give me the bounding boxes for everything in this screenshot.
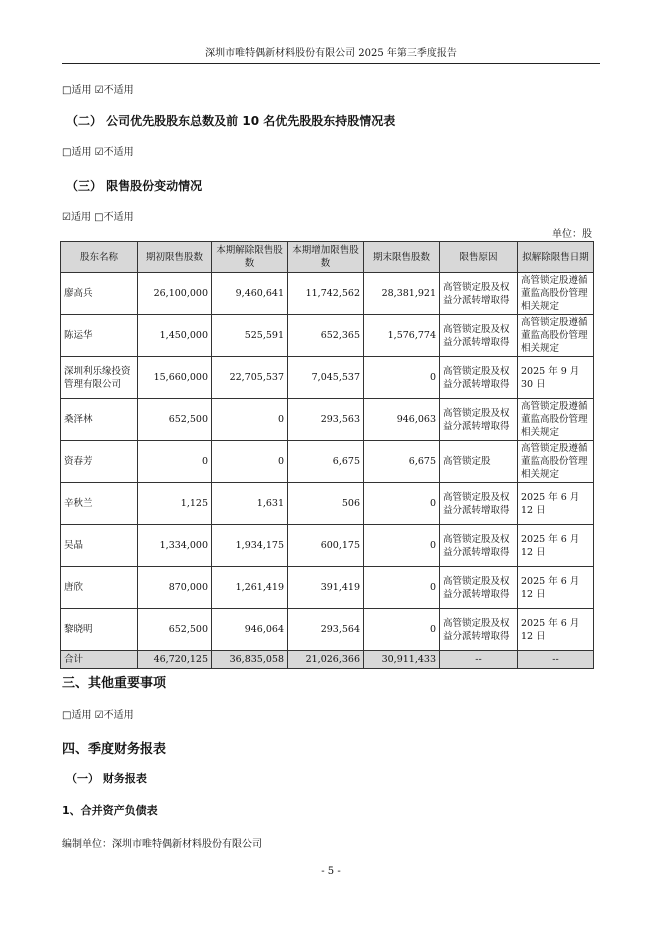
unit-label: 单位：股 xyxy=(552,229,592,240)
cell-released: 946,064 xyxy=(212,609,288,651)
col-header-shareholder: 股东名称 xyxy=(61,242,138,273)
col-header-reason: 限售原因 xyxy=(440,242,518,273)
cell-reason: 高管锁定股及权益分派转增取得 xyxy=(440,525,518,567)
cell-reason: 高管锁定股及权益分派转增取得 xyxy=(440,609,518,651)
cell-shareholder: 陈运华 xyxy=(61,315,138,357)
col-header-opening: 期初限售股数 xyxy=(138,242,212,273)
cell-reason: 高管锁定股及权益分派转增取得 xyxy=(440,399,518,441)
cell-added: 600,175 xyxy=(288,525,364,567)
cell-released: 22,705,537 xyxy=(212,357,288,399)
section-preferred-shareholders-title: （二） 公司优先股股东总数及前 10 名优先股股东持股情况表 xyxy=(66,114,396,128)
table-row xyxy=(61,525,594,567)
total-cell-opening: 46,720,125 xyxy=(138,651,212,669)
cell-closing: 0 xyxy=(364,609,440,651)
cell-reason: 高管锁定股及权益分派转增取得 xyxy=(440,357,518,399)
cell-shareholder: 资春芳 xyxy=(61,441,138,483)
cell-closing: 6,675 xyxy=(364,441,440,483)
cell-shareholder: 黎晓明 xyxy=(61,609,138,651)
cell-release-date: 高管锁定股遵循董监高股份管理相关规定 xyxy=(518,315,594,357)
restricted-shares-table xyxy=(60,241,594,669)
cell-shareholder: 廖高兵 xyxy=(61,273,138,315)
table-row xyxy=(61,609,594,651)
applicability-option-2: □适用 ☑不适用 xyxy=(62,147,134,158)
cell-opening: 15,660,000 xyxy=(138,357,212,399)
cell-opening: 652,500 xyxy=(138,399,212,441)
cell-shareholder: 深圳利乐缘投资管理有限公司 xyxy=(61,357,138,399)
cell-closing: 0 xyxy=(364,483,440,525)
table-total-row xyxy=(61,651,594,669)
total-cell-release-date: -- xyxy=(518,651,594,669)
table-row xyxy=(61,399,594,441)
cell-closing: 1,576,774 xyxy=(364,315,440,357)
cell-reason: 高管锁定股及权益分派转增取得 xyxy=(440,567,518,609)
cell-released: 1,261,419 xyxy=(212,567,288,609)
cell-reason: 高管锁定股 xyxy=(440,441,518,483)
table-row xyxy=(61,483,594,525)
cell-added: 7,045,537 xyxy=(288,357,364,399)
cell-released: 9,460,641 xyxy=(212,273,288,315)
table-row xyxy=(61,567,594,609)
cell-closing: 0 xyxy=(364,525,440,567)
col-header-added: 本期增加限售股数 xyxy=(288,242,364,273)
cell-opening: 870,000 xyxy=(138,567,212,609)
cell-added: 293,564 xyxy=(288,609,364,651)
cell-added: 11,742,562 xyxy=(288,273,364,315)
cell-reason: 高管锁定股及权益分派转增取得 xyxy=(440,483,518,525)
cell-release-date: 2025 年 6 月 12 日 xyxy=(518,525,594,567)
applicability-option-1: □适用 ☑不适用 xyxy=(62,85,134,96)
cell-shareholder: 辛秋兰 xyxy=(61,483,138,525)
col-header-closing: 期末限售股数 xyxy=(364,242,440,273)
cell-released: 525,591 xyxy=(212,315,288,357)
total-cell-added: 21,026,366 xyxy=(288,651,364,669)
cell-closing: 946,063 xyxy=(364,399,440,441)
cell-release-date: 2025 年 6 月 12 日 xyxy=(518,609,594,651)
cell-release-date: 2025 年 9 月 30 日 xyxy=(518,357,594,399)
cell-added: 6,675 xyxy=(288,441,364,483)
cell-release-date: 高管锁定股遵循董监高股份管理相关规定 xyxy=(518,273,594,315)
applicability-option-3: ☑适用 □不适用 xyxy=(62,212,134,223)
cell-released: 1,934,175 xyxy=(212,525,288,567)
section-financial-statements-title: 四、季度财务报表 xyxy=(62,742,167,757)
section-restricted-shares-title: （三） 限售股份变动情况 xyxy=(66,179,203,193)
balance-sheet-title: 1、合并资产负债表 xyxy=(62,804,158,817)
col-header-release-date: 拟解除限售日期 xyxy=(518,242,594,273)
cell-opening: 26,100,000 xyxy=(138,273,212,315)
section-other-matters-title: 三、其他重要事项 xyxy=(62,676,167,691)
cell-opening: 652,500 xyxy=(138,609,212,651)
table-row xyxy=(61,357,594,399)
col-header-released: 本期解除限售股数 xyxy=(212,242,288,273)
cell-reason: 高管锁定股及权益分派转增取得 xyxy=(440,315,518,357)
cell-released: 0 xyxy=(212,399,288,441)
cell-shareholder: 桑泽林 xyxy=(61,399,138,441)
cell-closing: 0 xyxy=(364,357,440,399)
total-cell-shareholder: 合计 xyxy=(61,651,138,669)
cell-added: 652,365 xyxy=(288,315,364,357)
cell-release-date: 2025 年 6 月 12 日 xyxy=(518,567,594,609)
subsection-financial-statements: （一） 财务报表 xyxy=(66,772,147,785)
cell-opening: 1,125 xyxy=(138,483,212,525)
total-cell-reason: -- xyxy=(440,651,518,669)
cell-released: 0 xyxy=(212,441,288,483)
cell-closing: 0 xyxy=(364,567,440,609)
cell-reason: 高管锁定股及权益分派转增取得 xyxy=(440,273,518,315)
applicability-option-4: □适用 ☑不适用 xyxy=(62,710,134,721)
table-row xyxy=(61,273,594,315)
cell-opening: 1,334,000 xyxy=(138,525,212,567)
table-row xyxy=(61,441,594,483)
cell-shareholder: 唐欣 xyxy=(61,567,138,609)
cell-closing: 28,381,921 xyxy=(364,273,440,315)
cell-release-date: 2025 年 6 月 12 日 xyxy=(518,483,594,525)
page-number: - 5 - xyxy=(321,866,341,877)
cell-added: 391,419 xyxy=(288,567,364,609)
cell-added: 506 xyxy=(288,483,364,525)
table-header-row xyxy=(61,242,594,273)
cell-opening: 0 xyxy=(138,441,212,483)
compiler-line: 编制单位：深圳市唯特偶新材料股份有限公司 xyxy=(62,839,262,850)
cell-release-date: 高管锁定股遵循董监高股份管理相关规定 xyxy=(518,399,594,441)
cell-release-date: 高管锁定股遵循董监高股份管理相关规定 xyxy=(518,441,594,483)
total-cell-closing: 30,911,433 xyxy=(364,651,440,669)
cell-released: 1,631 xyxy=(212,483,288,525)
page-header: 深圳市唯特偶新材料股份有限公司 2025 年第三季度报告 xyxy=(62,44,600,64)
cell-added: 293,563 xyxy=(288,399,364,441)
table-row xyxy=(61,315,594,357)
cell-opening: 1,450,000 xyxy=(138,315,212,357)
total-cell-released: 36,835,058 xyxy=(212,651,288,669)
cell-shareholder: 吴晶 xyxy=(61,525,138,567)
